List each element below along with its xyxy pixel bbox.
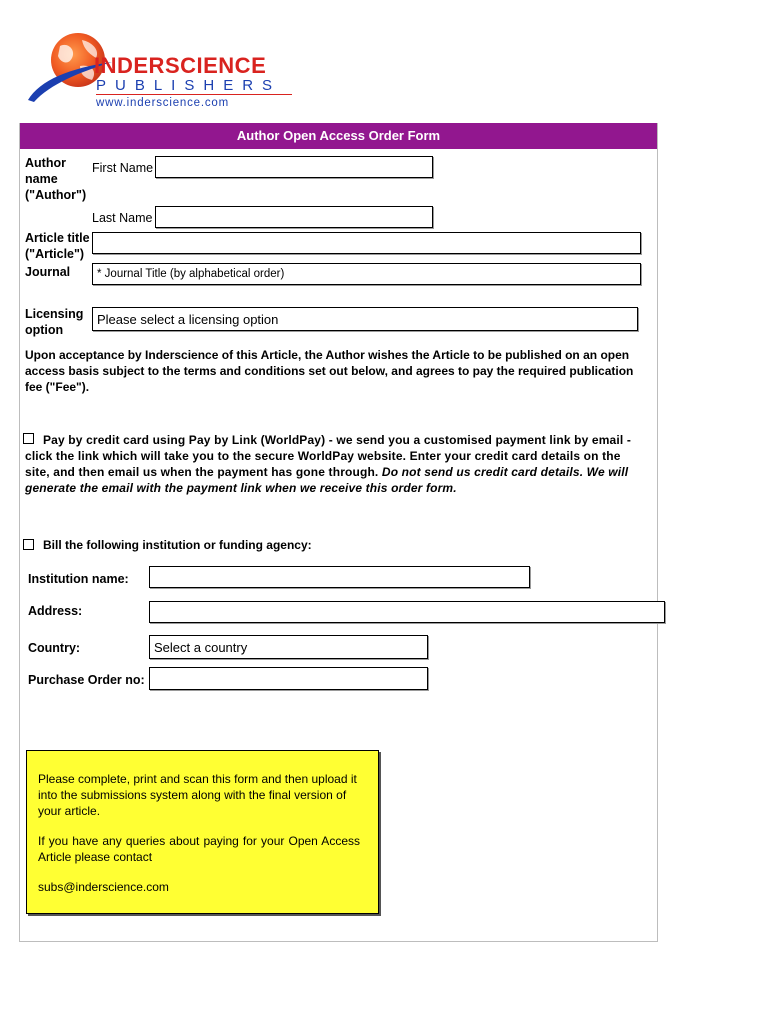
- article-title-field[interactable]: [92, 232, 641, 254]
- address-label: Address:: [28, 604, 83, 618]
- last-name-field[interactable]: [155, 206, 433, 228]
- first-name-field[interactable]: [155, 156, 433, 178]
- pay-by-link-text: Pay by credit card using Pay by Link (WorldPay) - we send you a customised payment link by email - click the link which will take you to the secure WorldPay website. Enter your credit card details on the site, and then email us when the payment has gone through. Do not send us credit card details. We will generate the email with the payment link when we receive this order form.: [25, 433, 631, 495]
- purchase-order-label: Purchase Order no:: [28, 673, 145, 687]
- licensing-select[interactable]: Please select a licensing option: [92, 307, 638, 331]
- journal-select[interactable]: * Journal Title (by alphabetical order): [92, 263, 641, 285]
- last-name-label: Last Name: [92, 211, 153, 225]
- institution-label: Institution name:: [28, 572, 129, 586]
- author-label: Author name ("Author"): [25, 156, 87, 202]
- purchase-order-field[interactable]: [149, 667, 428, 690]
- journal-label: Journal: [25, 265, 71, 279]
- publisher-logo: [20, 28, 300, 114]
- notice-email: subs@inderscience.com: [38, 880, 169, 894]
- form-title: Author Open Access Order Form: [20, 123, 657, 149]
- licensing-label: Licensing option: [25, 307, 84, 337]
- submission-notice: [26, 750, 379, 914]
- brand-top: INDERSCIENCE: [94, 53, 267, 78]
- bill-institution-checkbox[interactable]: [23, 539, 34, 550]
- institution-field[interactable]: [149, 566, 530, 588]
- country-select[interactable]: Select a country: [149, 635, 428, 659]
- first-name-label: First Name: [92, 161, 154, 175]
- brand-underline: [96, 94, 292, 95]
- country-label: Country:: [28, 641, 81, 655]
- notice-instructions: Please complete, print and scan this form and then upload it into the submissions system along with the final version of your article.: [38, 772, 357, 818]
- address-field[interactable]: [149, 601, 665, 623]
- acceptance-text: Upon acceptance by Inderscience of this Article, the Author wishes the Article to be published on an open access basis subject to the terms and conditions set out below, and agrees to pay the required publication fee ("Fee").: [25, 348, 634, 394]
- article-title-label: Article title ("Article"): [25, 231, 90, 261]
- brand-sub: PUBLISHERS: [96, 77, 282, 94]
- bill-institution-text: Bill the following institution or funding agency:: [43, 538, 312, 552]
- notice-contact: If you have any queries about paying for your Open Access Article please contact: [38, 834, 360, 864]
- brand-url: www.inderscience.com: [96, 97, 229, 109]
